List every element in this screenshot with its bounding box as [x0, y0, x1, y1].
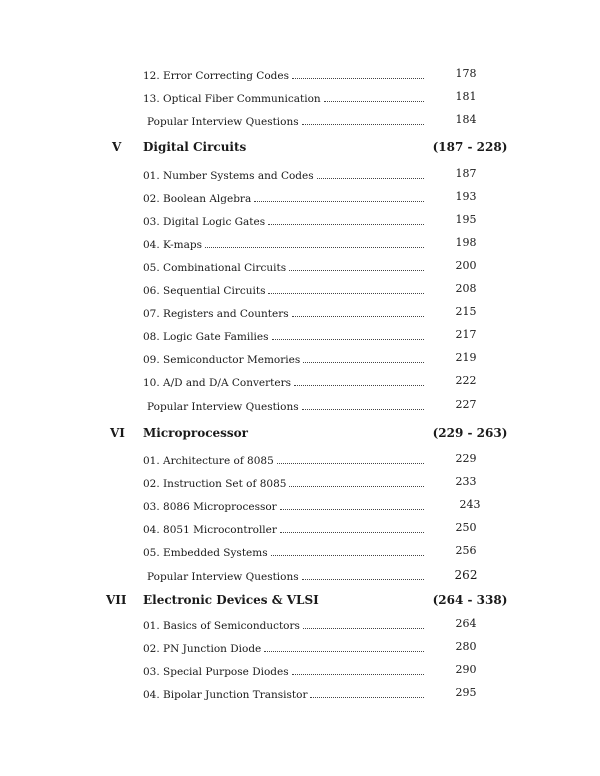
toc-entry[interactable] [147, 397, 426, 413]
toc-entry-title: 02. PN Junction Diode [143, 643, 262, 655]
dot-leader [324, 101, 424, 102]
toc-entry-page: 178 [455, 67, 477, 80]
toc-entry-title: Popular Interview Questions [147, 401, 299, 413]
toc-entry-title: 08. Logic Gate Families [143, 331, 269, 343]
toc-entry[interactable] [143, 520, 426, 536]
toc-entry-title: 03. Digital Logic Gates [143, 216, 266, 228]
toc-entry-page: 181 [455, 90, 477, 103]
dot-leader [303, 362, 424, 363]
dot-leader [264, 651, 424, 652]
dot-leader [289, 270, 424, 271]
toc-entry-title: Popular Interview Questions [147, 116, 299, 128]
dot-leader [292, 316, 424, 317]
toc-entry-title: 03. Special Purpose Diodes [143, 666, 289, 678]
dot-leader [280, 509, 424, 510]
toc-entry-title: 03. 8086 Microprocessor [143, 501, 277, 513]
toc-entry-title: 01. Architecture of 8085 [143, 455, 274, 467]
dot-leader [292, 78, 424, 79]
toc-entry[interactable] [143, 685, 426, 701]
toc-entry-page: 295 [455, 686, 477, 699]
toc-entry-page: 262 [454, 568, 478, 582]
toc-entry[interactable] [143, 350, 426, 366]
section-title[interactable]: Microprocessor [143, 426, 248, 440]
dot-leader [280, 532, 424, 533]
toc-entry-title: 06. Sequential Circuits [143, 285, 266, 297]
section-page-range: (264 - 338) [432, 593, 508, 607]
section-page-range: (229 - 263) [432, 426, 508, 440]
dot-leader [294, 385, 424, 386]
toc-entry-title: 10. A/D and D/A Converters [143, 377, 291, 389]
dot-leader [303, 628, 424, 629]
toc-entry-title: 01. Number Systems and Codes [143, 170, 314, 182]
toc-entry[interactable] [143, 189, 426, 205]
toc-entry-page: 290 [455, 663, 477, 676]
toc-entry-title: 02. Boolean Algebra [143, 193, 252, 205]
toc-entry[interactable] [143, 327, 426, 343]
toc-entry-title: 13. Optical Fiber Communication [143, 93, 321, 105]
toc-entry-title: 05. Embedded Systems [143, 547, 268, 559]
toc-entry[interactable] [143, 304, 426, 320]
dot-leader [302, 579, 424, 580]
toc-entry-page: 215 [455, 305, 477, 318]
toc-entry[interactable] [143, 662, 426, 678]
toc-entry-page: 200 [455, 259, 477, 272]
toc-entry[interactable] [143, 497, 426, 513]
toc-entry-page: 222 [455, 374, 477, 387]
toc-entry[interactable] [143, 235, 426, 251]
toc-entry-page: 243 [459, 498, 481, 511]
section-page-range: (187 - 228) [432, 140, 508, 154]
dot-leader [317, 178, 424, 179]
toc-entry-page: 227 [455, 398, 477, 411]
toc-entry-page: 193 [455, 190, 477, 203]
toc-entry-page: 208 [455, 282, 477, 295]
dot-leader [292, 674, 424, 675]
toc-entry[interactable] [143, 258, 426, 274]
toc-entry-title: 07. Registers and Counters [143, 308, 289, 320]
dot-leader [271, 555, 424, 556]
toc-entry-title: 04. Bipolar Junction Transistor [143, 689, 308, 701]
dot-leader [205, 247, 424, 248]
dot-leader [268, 293, 424, 294]
toc-entry[interactable] [143, 166, 426, 182]
toc-entry-page: 219 [455, 351, 477, 364]
toc-entry[interactable] [143, 66, 426, 82]
toc-entry-page: 280 [455, 640, 477, 653]
toc-entry[interactable] [143, 451, 426, 467]
toc-entry-page: 195 [455, 213, 477, 226]
dot-leader [272, 339, 424, 340]
toc-entry[interactable] [143, 543, 426, 559]
toc-entry-page: 256 [455, 544, 477, 557]
toc-entry-title: 05. Combinational Circuits [143, 262, 287, 274]
dot-leader [310, 697, 424, 698]
section-number: V [112, 140, 122, 154]
toc-entry[interactable] [143, 89, 426, 105]
dot-leader [289, 486, 424, 487]
toc-entry-page: 229 [455, 452, 477, 465]
toc-entry-page: 233 [455, 475, 477, 488]
toc-entry-title: 04. K-maps [143, 239, 202, 251]
toc-entry-page: 250 [455, 521, 477, 534]
toc-entry[interactable] [143, 639, 426, 655]
section-number: VI [110, 426, 125, 440]
section-title[interactable]: Electronic Devices & VLSI [143, 593, 319, 607]
toc-entry-page: 184 [455, 113, 477, 126]
toc-entry-page: 187 [455, 167, 477, 180]
toc-entry-title: 04. 8051 Microcontroller [143, 524, 277, 536]
dot-leader [302, 409, 424, 410]
toc-entry[interactable] [143, 212, 426, 228]
toc-entry-title: 02. Instruction Set of 8085 [143, 478, 287, 490]
toc-entry[interactable] [143, 281, 426, 297]
dot-leader [268, 224, 424, 225]
toc-entry[interactable] [143, 616, 426, 632]
toc-entry[interactable] [143, 373, 426, 389]
toc-entry[interactable] [143, 474, 426, 490]
toc-entry-title: 01. Basics of Semiconductors [143, 620, 300, 632]
toc-entry[interactable] [147, 567, 426, 583]
toc-entry-page: 217 [455, 328, 477, 341]
toc-entry[interactable] [147, 112, 426, 128]
toc-entry-title: 09. Semiconductor Memories [143, 354, 301, 366]
toc-entry-page: 198 [455, 236, 477, 249]
dot-leader [302, 124, 424, 125]
toc-entry-title: 12. Error Correcting Codes [143, 70, 289, 82]
section-number: VII [106, 593, 127, 607]
toc-entry-title: Popular Interview Questions [147, 571, 299, 583]
dot-leader [254, 201, 424, 202]
section-title[interactable]: Digital Circuits [143, 140, 247, 154]
dot-leader [277, 463, 424, 464]
toc-entry-page: 264 [455, 617, 477, 630]
